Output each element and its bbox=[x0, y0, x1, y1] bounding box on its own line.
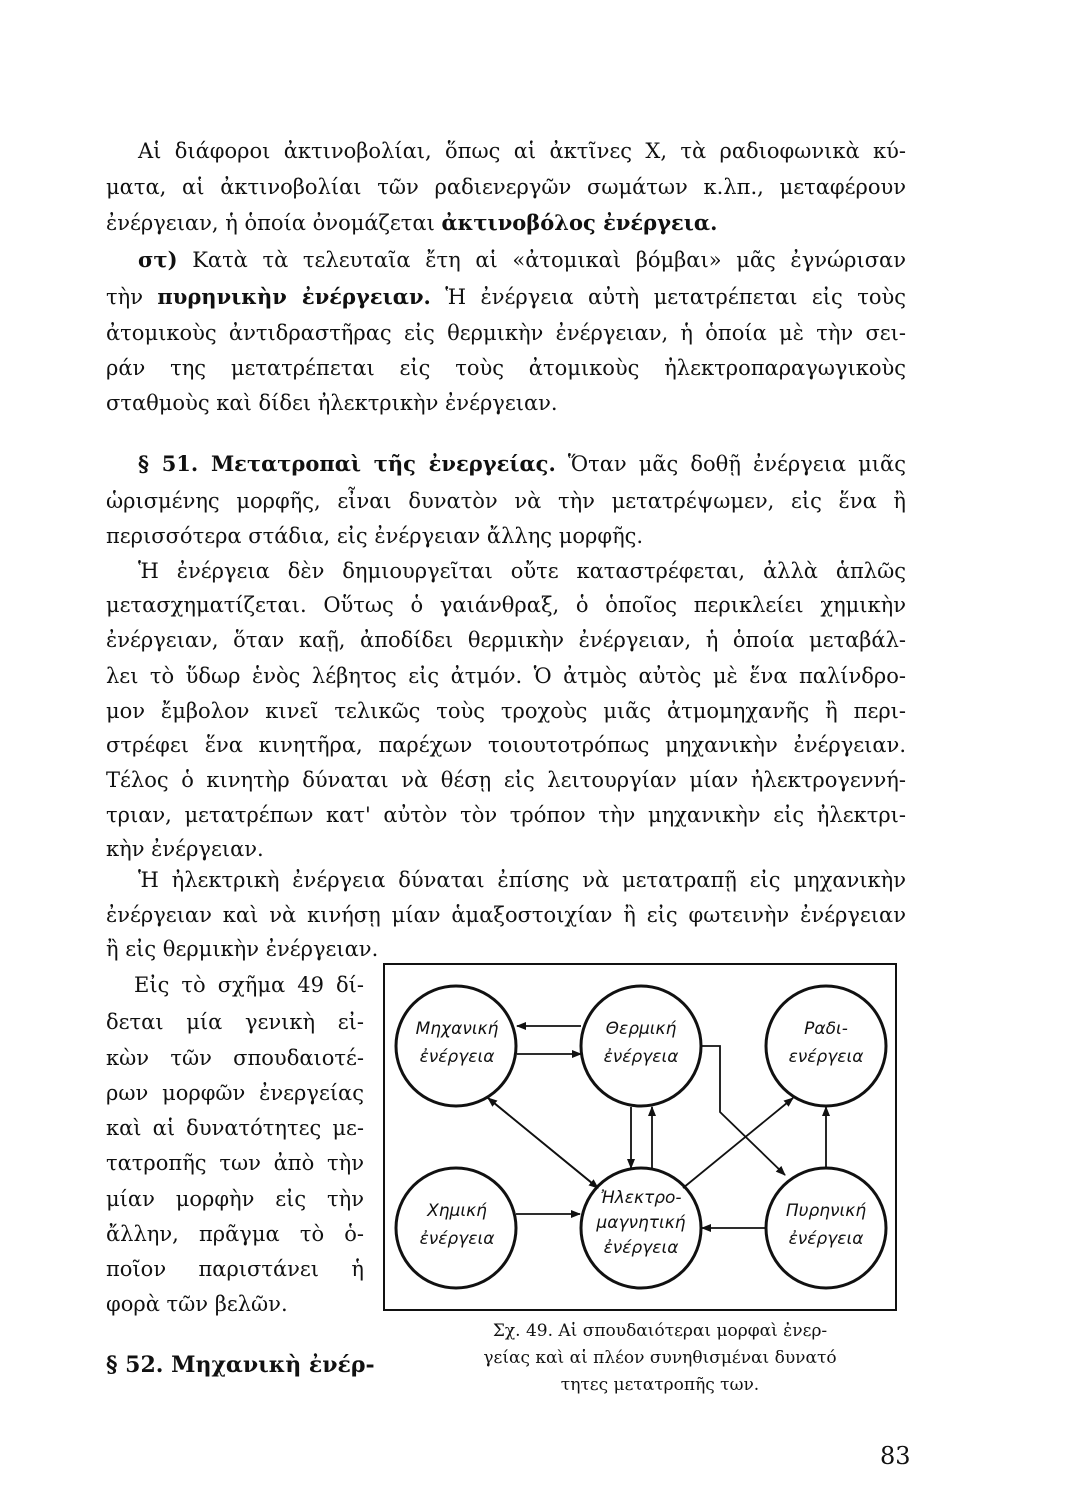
arrow-thermal-to-nuclear bbox=[700, 1046, 785, 1175]
node-label: ἐνέργεια bbox=[788, 1229, 864, 1249]
node-label: Θερμική bbox=[605, 1019, 677, 1039]
node-label: ἐνέργεια bbox=[603, 1047, 679, 1067]
text-line: τατροπῆς των ἀπὸ τὴν bbox=[106, 1151, 364, 1175]
text-line: ματα, αἱ ἀκτινοβολίαι τῶν ραδιενεργῶν σωμάτων κ.λπ., μεταφέρουν bbox=[106, 175, 906, 199]
text-line: μετασχηματίζεται. Οὕτως ὁ γαιάνθραξ, ὁ ὁποῖος περικλείει χημικὴν bbox=[106, 593, 906, 617]
text-line: καὶ αἱ δυνατότητες με- bbox=[106, 1116, 364, 1140]
node-label: Πυρηνική bbox=[785, 1201, 867, 1221]
nuclear-energy-node bbox=[766, 1168, 886, 1288]
text-span: Ἡ ἐνέργεια αὐτὴ μετατρέπεται εἰς τοὺς bbox=[430, 285, 907, 309]
node-label: Ραδι- bbox=[804, 1019, 848, 1039]
bold-term: ἀκτινοβόλος ἐνέργεια. bbox=[441, 210, 718, 235]
node-label: ἐνέργεια bbox=[419, 1229, 495, 1249]
text-line: ἐνέργειαν, ὅταν καῇ, ἀποδίδει θερμικὴν ἐνέργειαν, ἡ ὁποία μεταβάλ- bbox=[106, 628, 906, 652]
arrow-electromagnetic-to-radiant bbox=[683, 1098, 793, 1188]
mechanical-energy-node bbox=[396, 986, 516, 1106]
text-line: ράν της μετατρέπεται εἰς τοὺς ἀτομικοὺς ἠλεκτροπαραγωγικοὺς bbox=[106, 356, 906, 380]
text-line: ἄλλην, πρᾶγμα τὸ ὁ- bbox=[106, 1222, 364, 1246]
radiant-energy-node bbox=[766, 986, 886, 1106]
text-line: μίαν μορφὴν εἰς τὴν bbox=[106, 1187, 364, 1211]
text-line: ἐνέργειαν καὶ νὰ κινήσῃ μίαν ἁμαξοστοιχίαν ἢ εἰς φωτεινὴν ἐνέργειαν bbox=[106, 903, 906, 927]
thermal-energy-node bbox=[581, 986, 701, 1106]
text-line: δεται μία γενικὴ εἰ- bbox=[106, 1010, 364, 1034]
text-line: τριαν, μετατρέπων κατ' αὐτὸν τὸν τρόπον τὴν μηχανικὴν εἰς ἠλεκτρι- bbox=[106, 803, 906, 827]
page-number: 83 bbox=[880, 1442, 911, 1470]
node-label: Ἠλεκτρο- bbox=[600, 1188, 682, 1208]
text-line: Ἡ ἐνέργεια δὲν δημιουργεῖται οὔτε καταστρέφεται, ἀλλὰ ἁπλῶς bbox=[138, 559, 906, 583]
text-line: σταθμοὺς καὶ δίδει ἠλεκτρικὴν ἐνέργειαν. bbox=[106, 391, 558, 415]
text-line: ποῖον παριστάνει ἡ bbox=[106, 1257, 364, 1281]
text-line: Τέλος ὁ κινητὴρ δύναται νὰ θέσῃ εἰς λειτουργίαν μίαν ἠλεκτρογεννή- bbox=[106, 768, 906, 792]
section-heading: § 51. Μετατροπαὶ τῆς ἐνεργείας. bbox=[138, 451, 556, 476]
text-line: ρων μορφῶν ἐνεργείας bbox=[106, 1081, 364, 1105]
section-heading: § 52. Μηχανικὴ ἐνέρ- bbox=[106, 1352, 375, 1378]
figure-caption-line: Σχ. 49. Αἱ σπουδαιότεραι μορφαὶ ἐνερ- bbox=[492, 1321, 828, 1341]
node-label: ἐνέργεια bbox=[603, 1238, 679, 1258]
list-label: στ) bbox=[138, 247, 178, 272]
text-line: Εἰς τὸ σχῆμα 49 δί- bbox=[134, 973, 364, 997]
text-line: μον ἔμβολον κινεῖ τελικῶς τοὺς τροχοὺς μιᾶς ἀτμομηχανῆς ἢ περι- bbox=[106, 699, 906, 723]
text-line: Ἡ ἠλεκτρικὴ ἐνέργεια δύναται ἐπίσης νὰ μετατραπῇ εἰς μηχανικὴν bbox=[138, 868, 906, 892]
text-line: περισσότερα στάδια, εἰς ἐνέργειαν ἄλλης μορφῆς. bbox=[106, 524, 644, 548]
text-line: φορὰ τῶν βελῶν. bbox=[106, 1292, 288, 1316]
text-span: ἐνέργειαν, ἡ ὁποία ὀνομάζεται bbox=[106, 211, 442, 235]
chemical-energy-node bbox=[396, 1168, 516, 1288]
node-label: ενέργεια bbox=[788, 1047, 864, 1067]
text-line: Αἱ διάφοροι ἀκτινοβολίαι, ὅπως αἱ ἀκτῖνες Χ, τὰ ραδιοφωνικὰ κύ- bbox=[138, 139, 906, 163]
figure-caption-line: τητες μετατροπῆς των. bbox=[560, 1375, 760, 1395]
bold-term: πυρηνικὴν ἐνέργειαν. bbox=[157, 284, 431, 309]
text-line: στρέφει ἕνα κινητῆρα, παρέχων τοιουτοτρόπως μηχανικὴν ἐνέργειαν. bbox=[106, 733, 906, 757]
arrow-mechanical-electromagnetic bbox=[488, 1098, 598, 1188]
node-label: Μηχανική bbox=[415, 1019, 499, 1039]
text-span: Ὅταν μᾶς δοθῇ ἐνέργεια μιᾶς bbox=[555, 452, 906, 476]
figure-caption-line: γείας καὶ αἱ πλέον συνηθισμέναι δυνατό bbox=[483, 1348, 837, 1368]
text-line: κὴν ἐνέργειαν. bbox=[106, 837, 264, 861]
text-line: ἀτομικοὺς ἀντιδραστῆρας εἰς θερμικὴν ἐνέργειαν, ἡ ὁποία μὲ τὴν σει- bbox=[106, 321, 906, 345]
figure-frame bbox=[384, 964, 896, 1310]
text-line: ἢ εἰς θερμικὴν ἐνέργειαν. bbox=[106, 937, 379, 961]
node-label: ἐνέργεια bbox=[419, 1047, 495, 1067]
node-label: Χημική bbox=[427, 1201, 487, 1221]
text-line: ὡρισμένης μορφῆς, εἶναι δυνατὸν νὰ τὴν μετατρέψωμεν, εἰς ἕνα ἢ bbox=[106, 489, 906, 513]
text-span: Κατὰ τὰ τελευταῖα ἔτη αἱ «ἀτομικαὶ βόμβαι» μᾶς ἐγνώρισαν bbox=[177, 248, 906, 272]
text-span: τὴν bbox=[106, 285, 158, 309]
text-line: λει τὸ ὕδωρ ἑνὸς λέβητος εἰς ἀτμόν. Ὁ ἀτμὸς αὐτὸς μὲ ἕνα παλίνδρο- bbox=[106, 664, 906, 688]
node-label: μαγνητική bbox=[596, 1213, 686, 1233]
text-line: κὼν τῶν σπουδαιοτέ- bbox=[106, 1046, 364, 1070]
